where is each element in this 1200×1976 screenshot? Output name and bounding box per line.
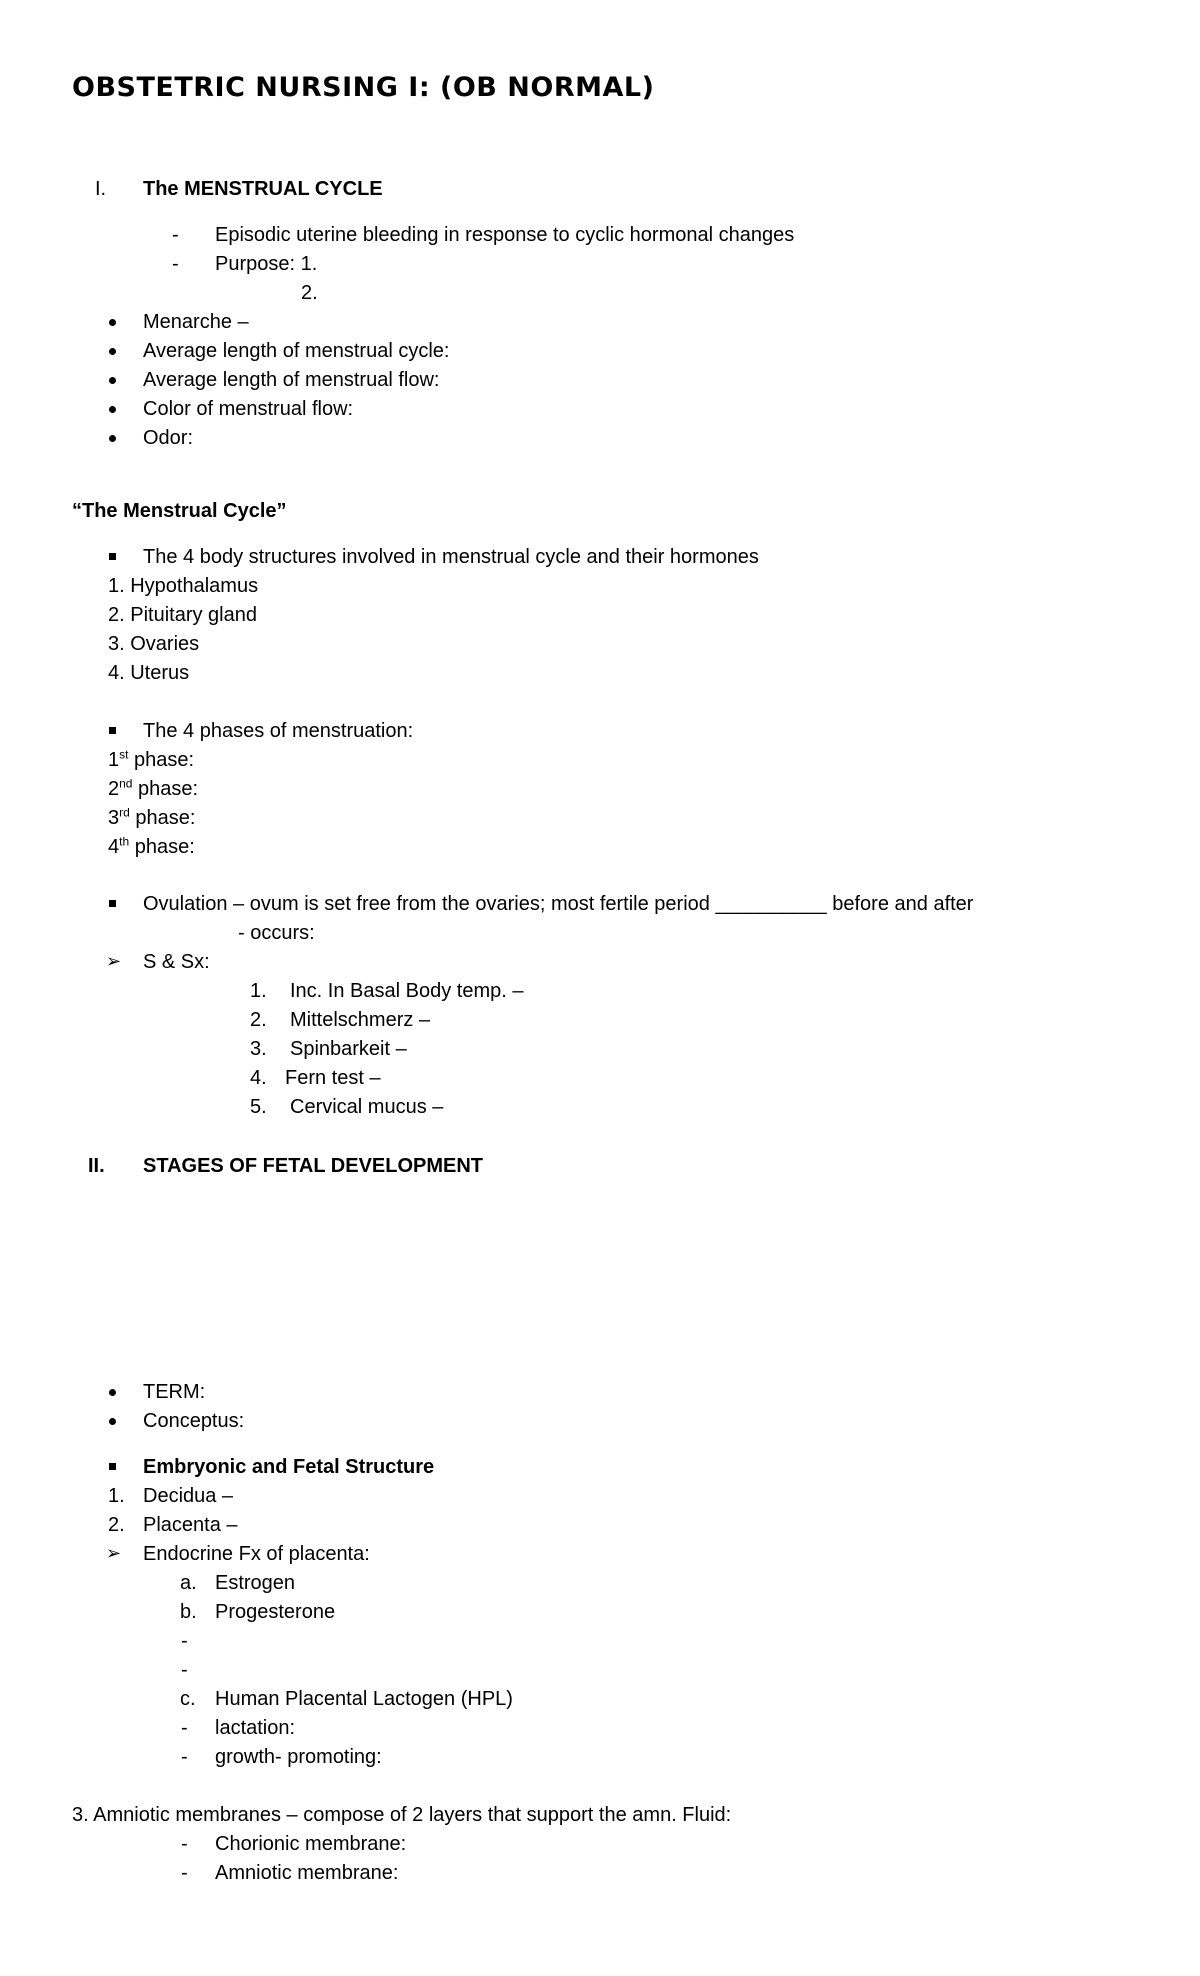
phase-item: 2nd phase:: [108, 776, 199, 800]
hormone-letter: c.: [180, 1688, 196, 1710]
structure-item: Decidua –: [143, 1485, 234, 1507]
section-1-numeral: I.: [95, 178, 107, 200]
phase-item: 1st phase:: [108, 747, 195, 771]
hpl-item: growth- promoting:: [215, 1746, 382, 1768]
endocrine-label: Endocrine Fx of placenta:: [143, 1543, 370, 1565]
bullet-item: Color of menstrual flow:: [143, 398, 354, 420]
structure-number: 2.: [108, 1514, 125, 1536]
dash-marker: -: [181, 1862, 188, 1884]
dash-marker: -: [181, 1717, 188, 1739]
bullet-dot: [109, 1389, 116, 1396]
sign-item: Fern test –: [285, 1067, 381, 1089]
sign-item: Mittelschmerz –: [290, 1009, 431, 1031]
term-item: TERM:: [143, 1381, 206, 1403]
bullet-item: Menarche –: [143, 311, 249, 333]
dash-marker: -: [181, 1746, 188, 1768]
hormone-item: Human Placental Lactogen (HPL): [215, 1688, 513, 1710]
sign-number: 1.: [250, 980, 267, 1002]
structure-item: 3. Ovaries: [108, 633, 200, 655]
structure-heading: Embryonic and Fetal Structure: [143, 1456, 435, 1478]
phase-item: 3rd phase:: [108, 805, 196, 829]
sign-item: Cervical mucus –: [290, 1096, 444, 1118]
sign-item: Spinbarkeit –: [290, 1038, 407, 1060]
dash-marker: -: [181, 1659, 188, 1681]
sign-number: 5.: [250, 1096, 267, 1118]
dash-marker: -: [181, 1630, 188, 1652]
purpose-2: 2.: [301, 282, 318, 304]
bullet-item: Average length of menstrual flow:: [143, 369, 440, 391]
hormone-item: Progesterone: [215, 1601, 336, 1623]
structure-item: 4. Uterus: [108, 662, 190, 684]
structure-number: 1.: [108, 1485, 125, 1507]
square-bullet: [109, 1463, 116, 1470]
dash-marker: -: [172, 224, 179, 246]
bullet-item: Average length of menstrual cycle:: [143, 340, 450, 362]
phase-item: 4th phase:: [108, 834, 195, 858]
arrow-bullet-icon: ➢: [106, 1543, 122, 1564]
structures-intro: The 4 body structures involved in menstrual cycle and their hormones: [143, 546, 759, 568]
phases-intro: The 4 phases of menstruation:: [143, 720, 414, 742]
bullet-dot: [109, 435, 116, 442]
bullet-dot: [109, 319, 116, 326]
section-2-heading: STAGES OF FETAL DEVELOPMENT: [143, 1155, 484, 1177]
cycle-heading: “The Menstrual Cycle”: [72, 500, 287, 522]
document-title: OBSTETRIC NURSING I: (OB NORMAL): [72, 72, 655, 103]
arrow-bullet-icon: ➢: [106, 951, 122, 972]
section-1-heading: The MENSTRUAL CYCLE: [143, 178, 383, 200]
structure-item: 1. Hypothalamus: [108, 575, 259, 597]
membrane-item: Chorionic membrane:: [215, 1833, 407, 1855]
purpose-text: Purpose: 1.: [215, 253, 318, 275]
bullet-dot: [109, 406, 116, 413]
bullet-dot: [109, 1418, 116, 1425]
square-bullet: [109, 900, 116, 907]
hormone-letter: b.: [180, 1601, 197, 1623]
section-2-numeral: II.: [88, 1155, 105, 1177]
conceptus-item: Conceptus:: [143, 1410, 245, 1432]
structure-item: Placenta –: [143, 1514, 238, 1536]
sign-number: 2.: [250, 1009, 267, 1031]
dash-marker: -: [181, 1833, 188, 1855]
hormone-item: Estrogen: [215, 1572, 296, 1594]
bullet-dot: [109, 377, 116, 384]
occurs-text: - occurs:: [238, 922, 315, 944]
membrane-item: Amniotic membrane:: [215, 1862, 399, 1884]
sign-number: 3.: [250, 1038, 267, 1060]
definition-text: Episodic uterine bleeding in response to cyclic hormonal changes: [215, 224, 795, 246]
structure-item: 2. Pituitary gland: [108, 604, 257, 626]
signs-label: S & Sx:: [143, 951, 210, 973]
bullet-item: Odor:: [143, 427, 194, 449]
square-bullet: [109, 553, 116, 560]
dash-marker: -: [172, 253, 179, 275]
amniotic-text: 3. Amniotic membranes – compose of 2 layers that support the amn. Fluid:: [72, 1804, 732, 1826]
hormone-letter: a.: [180, 1572, 197, 1594]
ovulation-text: Ovulation – ovum is set free from the ovaries; most fertile period __________ before and after: [143, 893, 974, 915]
sign-item: Inc. In Basal Body temp. –: [290, 980, 524, 1002]
hpl-item: lactation:: [215, 1717, 296, 1739]
sign-number: 4.: [250, 1067, 267, 1089]
square-bullet: [109, 727, 116, 734]
bullet-dot: [109, 348, 116, 355]
